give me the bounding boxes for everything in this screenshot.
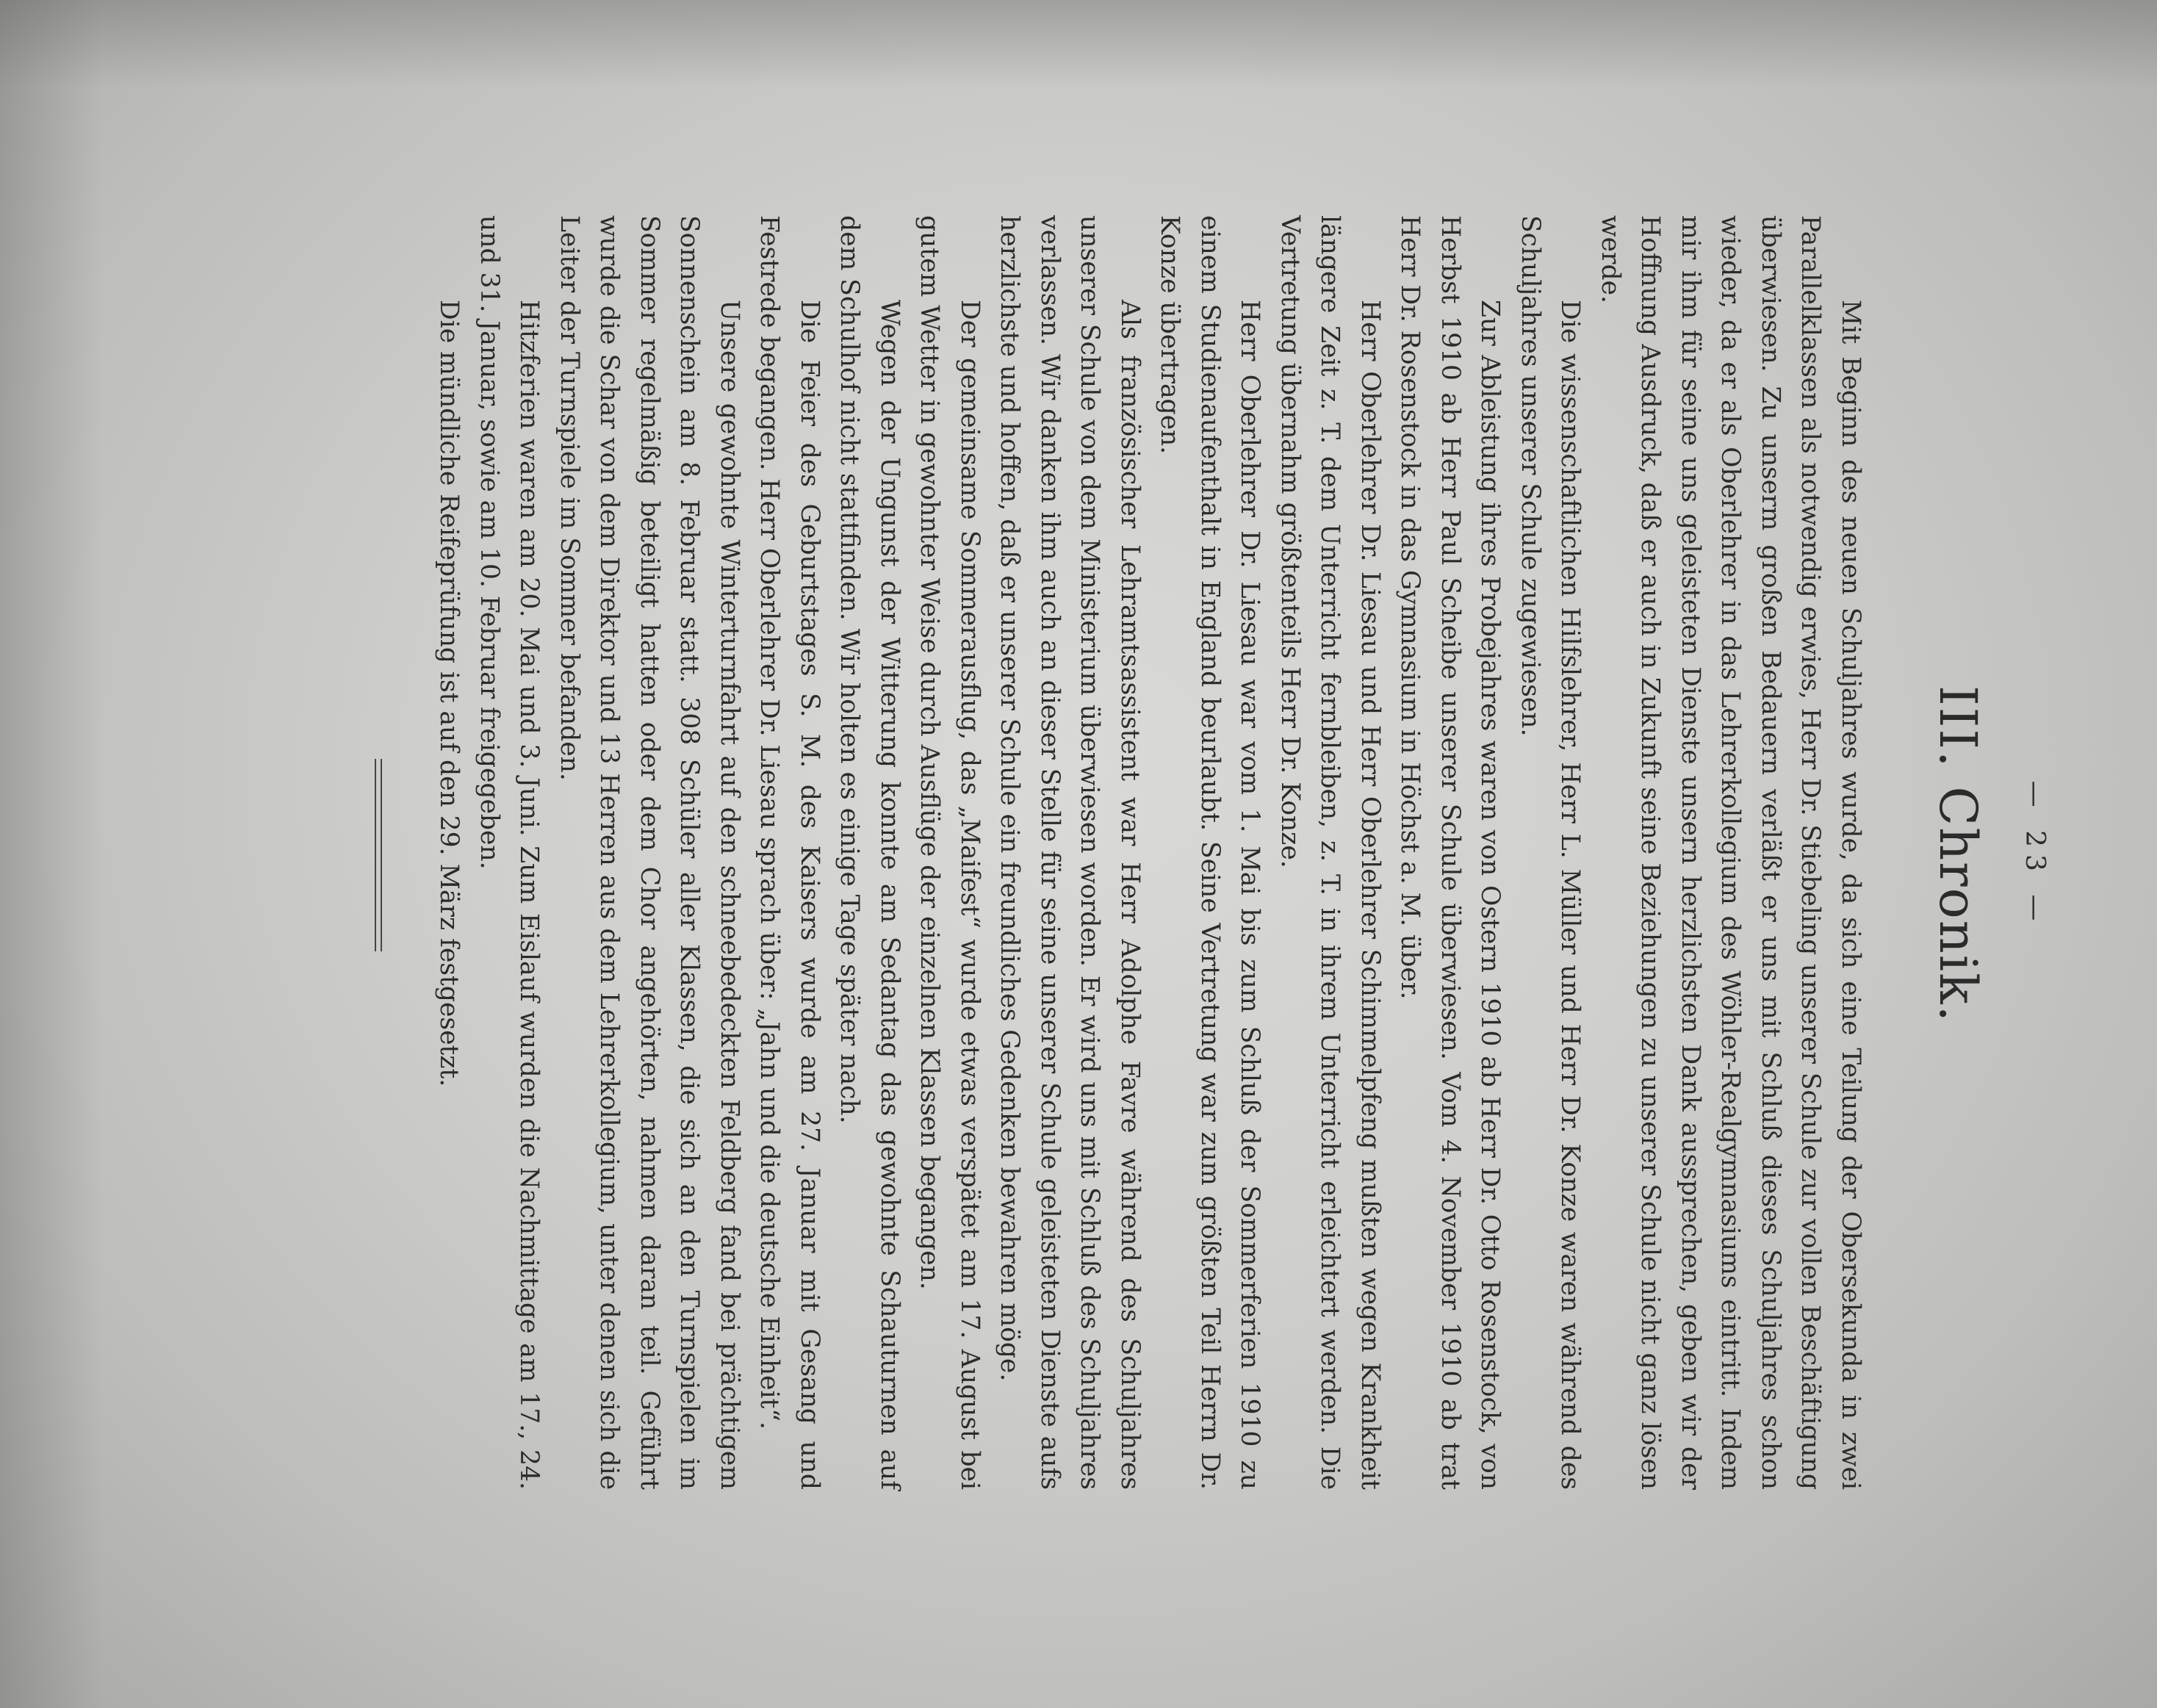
paragraph: Die mündliche Reifeprüfung ist auf den 29. März festgesetzt. xyxy=(434,299,464,1087)
page-number: — 23 — xyxy=(2020,780,2050,928)
paragraph: Zur Ableistung ihres Probejahres waren von Ostern 1910 ab Herr Dr. Otto Rosenstock, von Herbst 1910 ab Herr Paul Scheibe unserer Schule überwiesen. Vom 4. November 1910 ab trat Herr Dr. Rosenstock in das Gymnasium in Höchst a. M. über. xyxy=(1395,215,1505,1490)
paragraph: Unsere gewohnte Winterturnfahrt auf den schneebedeckten Feldberg fand bei prächtigem Sonnenschein am 8. Februar statt. 308 Schüler aller Klassen, die sich an den Turnspielen im Sommer regelmäßig beteiligt hatten oder dem Chor angehörten, nahmen daran teil. Geführt wurde die Schar von dem Direktor und 13 Herren aus dem Lehrerkollegium, unter denen sich die Leiter der Turnspiele im Sommer befanden. xyxy=(555,215,744,1490)
paragraph: Mit Beginn des neuen Schuljahres wurde, da sich eine Teilung der Obersekunda in zwei Parallelklassen als notwendig erwies, Herr Dr. Stiebeling unserer Schule zur vollen Beschäftigung überwiesen. Zu unserm großen Bedauern verläßt er uns mit Schluß dieses Schuljahres schon wieder, da er als Oberlehrer in das Lehrerkollegium des Wöhler-Realgymnasiums eintritt. Indem mir ihm für seine uns geleisteten Dienste unsern herzlichsten Dank aussprechen, geben wir der Hoffnung Ausdruck, daß er auch in Zukunft seine Beziehungen zu unserer Schule nicht ganz lösen werde. xyxy=(1596,215,1865,1490)
paragraph: Herr Oberlehrer Dr. Liesau und Herr Oberlehrer Schimmelpfeng mußten wegen Krankheit längere Zeit z. T. dem Unterricht fernbleiben, z. T. in ihrem Unterricht erleichtert werden. Die Vertretung übernahm größtenteils Herr Dr. Konze. xyxy=(1275,215,1385,1490)
paragraph: Die Feier des Geburtstages S. M. des Kaisers wurde am 27. Januar mit Gesang und Festrede begangen. Herr Oberlehrer Dr. Liesau sprach über: „Jahn und die deutsche Einheit“. xyxy=(755,215,824,1490)
chronicle-body xyxy=(429,215,1870,1490)
rotated-page-content xyxy=(87,120,2070,1589)
paragraph: Die wissenschaftlichen Hilfslehrer, Herr L. Müller und Herr Dr. Konze waren während des Schuljahres unserer Schule zugewiesen. xyxy=(1516,215,1585,1490)
paragraph: Hitzferien waren am 20. Mai und 3. Juni. Zum Eislauf wurden die Nachmittage am 17., 24. und 31. Januar, sowie am 10. Februar freigegeben. xyxy=(475,215,544,1490)
paragraph: Der gemeinsame Sommerausflug, das „Maifest“ wurde etwas verspätet am 17. August bei gutem Wetter in gewohnter Weise durch Ausflüge der einzelnen Klassen begangen. xyxy=(915,215,984,1490)
end-double-rule xyxy=(375,759,382,951)
paragraph: Herr Oberlehrer Dr. Liesau war vom 1. Mai bis zum Schluß der Sommerferien 1910 zu einem Studienaufenthalt in England beurlaubt. Seine Vertretung war zum größten Teil Herrn Dr. Konze übertragen. xyxy=(1155,215,1265,1490)
paragraph: Wegen der Ungunst der Witterung konnte am Sedantag das gewohnte Schauturnen auf dem Schulhof nicht stattfinden. Wir holten es einige Tage später nach. xyxy=(835,215,904,1490)
scan-shadow-top xyxy=(0,0,2157,88)
paragraph: Als französischer Lehramtsassistent war Herr Adolphe Favre während des Schuljahres unserer Schule von dem Ministerium überwiesen worden. Er wird uns mit Schluß des Schuljahres verlassen. Wir danken ihm auch an dieser Stelle für seine unserer Schule geleisteten Dienste aufs herzlichste und hoffen, daß er unserer Schule ein freundliches Gedenken bewahren möge. xyxy=(995,215,1145,1490)
section-title: III. Chronik. xyxy=(1928,685,1988,1023)
